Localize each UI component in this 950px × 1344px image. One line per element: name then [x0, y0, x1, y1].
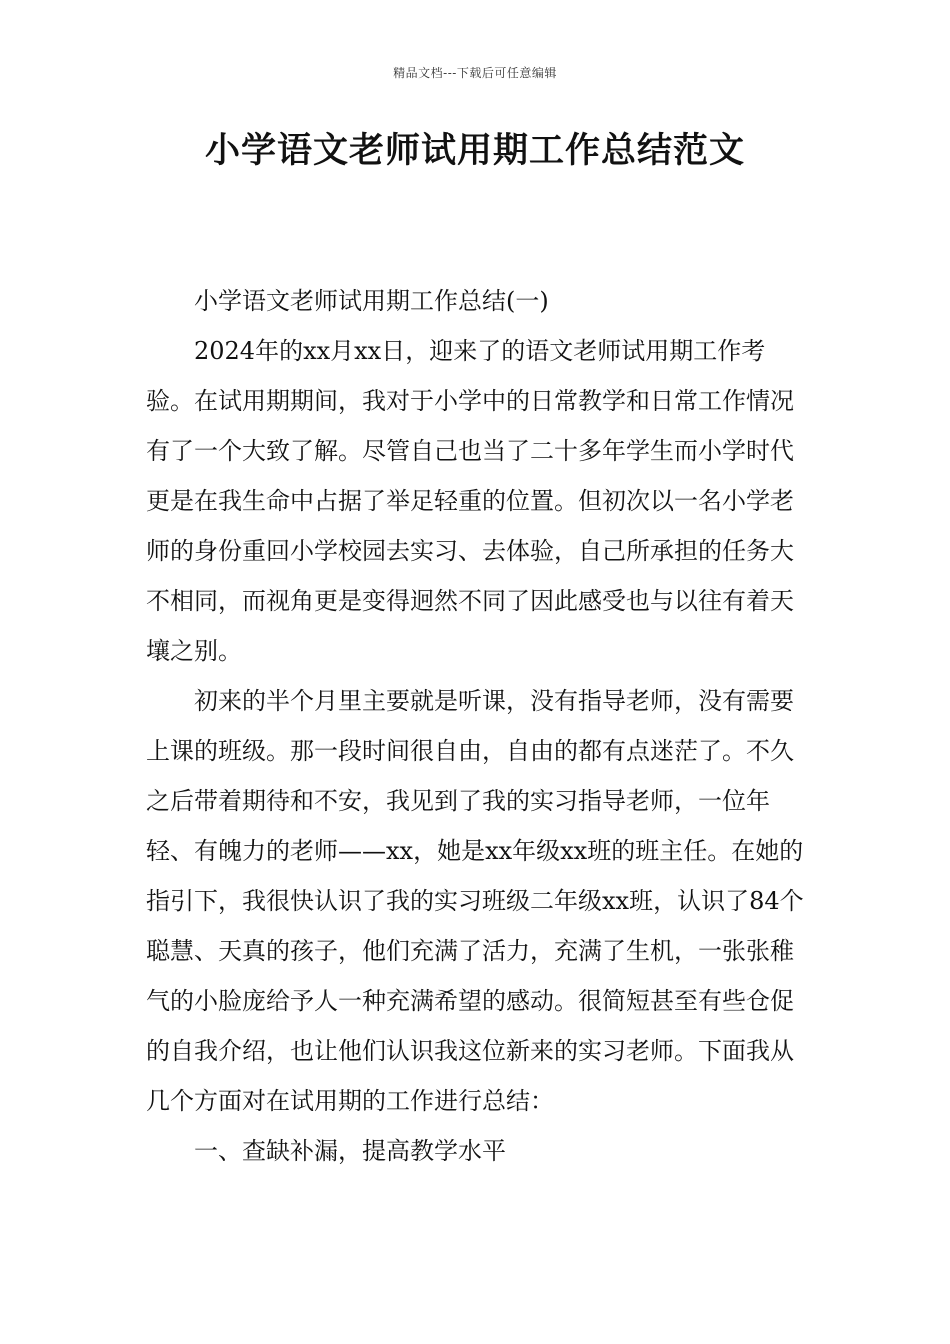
document-body — [146, 276, 810, 1176]
subheading-1: 一、查缺补漏，提高教学水平 — [194, 1137, 506, 1165]
paragraph-2: 初来的半个月里主要就是听课，没有指导老师，没有需要上课的班级。那一段时间很自由，自由的都有点迷茫了。不久之后带着期待和不安，我见到了我的实习指导老师，一位年轻、有魄力的老师——xx，她是xx年级xx班的班主任。在她的指引下，我很快认识了我的实习班级二年级xx班，认识了84个聪慧、天真的孩子，他们充满了活力，充满了生机，一张张稚气的小脸庞给予人一种充满希望的感动。很简短甚至有些仓促的自我介绍，也让他们认识我这位新来的实习老师。下面我从几个方面对在试用期的工作进行总结： — [146, 687, 804, 1115]
paragraph-1: 2024年的xx月xx日，迎来了的语文老师试用期工作考验。在试用期期间，我对于小学中的日常教学和日常工作情况有了一个大致了解。尽管自己也当了二十多年学生而小学时代更是在我生命中占据了举足轻重的位置。但初次以一名小学老师的身份重回小学校园去实习、去体验，自己所承担的任务大不相同，而视角更是变得迥然不同了因此感受也与以往有着天壤之别。 — [146, 337, 794, 665]
document-title: 小学语文老师试用期工作总结范文 — [204, 131, 745, 171]
section-heading: 小学语文老师试用期工作总结(一) — [194, 287, 549, 315]
header-note: 精品文档---下载后可任意编辑 — [393, 66, 557, 80]
